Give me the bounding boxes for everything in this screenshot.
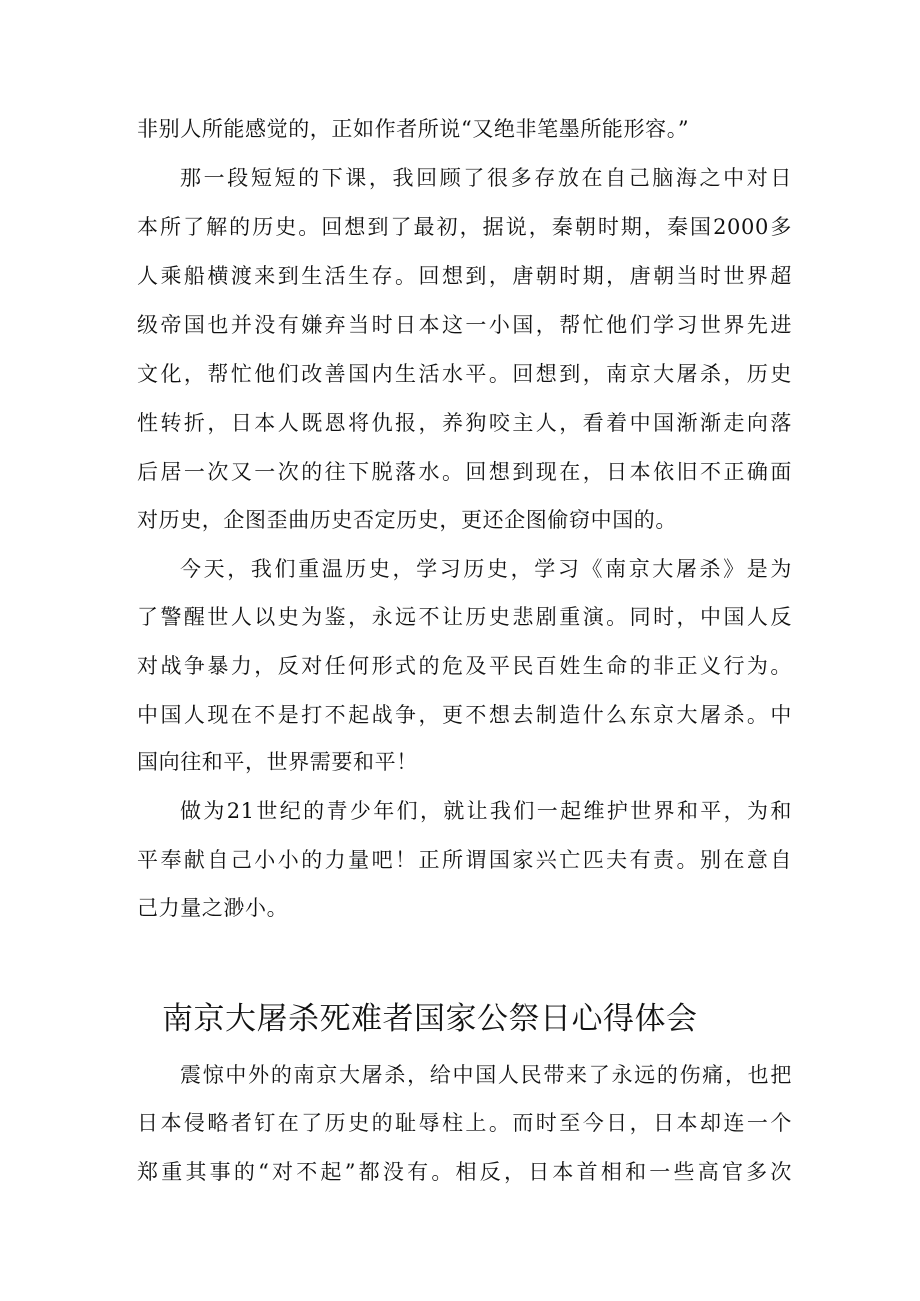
- paragraph-line: 本所了解的历史。回想到了最初，据说，秦朝时期，秦国2000多: [137, 215, 792, 239]
- paragraph-line: 对战争暴力，反对任何形式的危及平民百姓生命的非正义行为。: [137, 654, 792, 678]
- paragraph-line: 郑重其事的“对不起”都没有。相反，日本首相和一些高官多次: [137, 1160, 792, 1184]
- paragraph-line: 非别人所能感觉的，正如作者所说“又绝非笔墨所能形容。”: [137, 117, 690, 141]
- paragraph-line: 文化，帮忙他们改善国内生活水平。回想到，南京大屠杀，历史: [137, 362, 792, 386]
- paragraph-line: 今天，我们重温历史，学习历史，学习《南京大屠杀》是为: [180, 557, 792, 581]
- section-heading: 南京大屠杀死难者国家公祭日心得体会: [162, 1001, 698, 1037]
- paragraph-line: 后居一次又一次的往下脱落水。回想到现在，日本依旧不正确面: [137, 460, 792, 484]
- paragraph-line: 级帝国也并没有嫌弃当时日本这一小国，帮忙他们学习世界先进: [137, 313, 792, 337]
- paragraph-line: 性转折，日本人既恩将仇报，养狗咬主人，看着中国渐渐走向落: [137, 411, 792, 435]
- paragraph-line: 己力量之渺小。: [137, 896, 289, 920]
- paragraph-line: 做为21世纪的青少年们，就让我们一起维护世界和平，为和: [180, 799, 792, 823]
- paragraph-line: 对历史，企图歪曲历史否定历史，更还企图偷窃中国的。: [137, 508, 677, 532]
- paragraph-line: 中国人现在不是打不起战争，更不想去制造什么东京大屠杀。中: [137, 703, 792, 727]
- paragraph-line: 那一段短短的下课，我回顾了很多存放在自己脑海之中对日: [180, 166, 792, 190]
- paragraph-line: 平奉献自己小小的力量吧！正所谓国家兴亡匹夫有责。别在意自: [137, 848, 792, 872]
- paragraph-line: 了警醒世人以史为鉴，永远不让历史悲剧重演。同时，中国人反: [137, 605, 792, 629]
- paragraph-line: 日本侵略者钉在了历史的耻辱柱上。而时至今日，日本却连一个: [137, 1111, 792, 1135]
- paragraph-line: 人乘船横渡来到生活生存。回想到，唐朝时期，唐朝当时世界超: [137, 264, 792, 288]
- paragraph-line: 国向往和平，世界需要和平！: [137, 750, 418, 774]
- paragraph-line: 震惊中外的南京大屠杀，给中国人民带来了永远的伤痛，也把: [180, 1063, 792, 1087]
